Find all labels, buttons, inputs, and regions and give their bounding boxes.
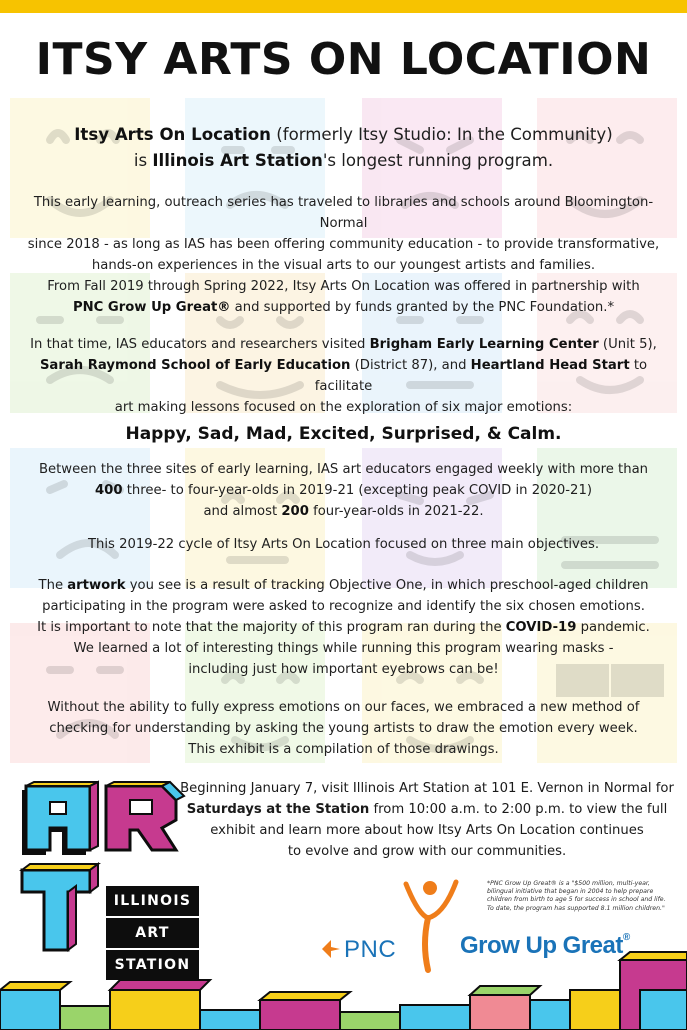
decorative-blocks-footer (0, 950, 687, 1030)
page-title: ITSY ARTS ON LOCATION (35, 34, 652, 85)
visit-info-paragraph: Beginning January 7, visit Illinois Art Station at 101 E. Vernon in Normal for Saturdays at the Station from 10:00 a.m. to 2:00 p.m. to view the full exhibit and learn more about how Itsy Arts On Location continues to evolve and grow with our communities. (180, 781, 674, 859)
logo-letter-a (22, 782, 98, 855)
logo-box-illinois: ILLINOIS (106, 886, 199, 916)
sites-paragraph: In that time, IAS educators and researchers visited Brigham Early Learning Center (Unit 5), Sarah Raymond School of Early Education (District 87), and Heartland Head Start to facilitate art making lessons focused on the exploration of six major emotions: (30, 337, 657, 415)
logo-letter-t (22, 864, 98, 950)
objectives-paragraph: This 2019-22 cycle of Itsy Arts On Location focused on three main objectives. (87, 537, 600, 552)
intro-paragraph: Itsy Arts On Location (formerly Itsy Studio: In the Community) is Illinois Art Station's longest running program. (74, 125, 613, 170)
artwork-paragraph: The artwork you see is a result of tracking Objective One, in which preschool-aged children participating in the program were asked to recognize and identify the six chosen emotions. It is important to note that the majority of this program ran during the COVID-19 pandemic. We learned a lot of interesting things while running this program wearing masks - including just how important eyebrows can be! (37, 578, 650, 677)
partnership-paragraph: From Fall 2019 through Spring 2022, Itsy Arts On Location was offered in partnership with PNC Grow Up Great® and supported by funds granted by the PNC Foundation.* (47, 279, 640, 315)
engagement-paragraph: Between the three sites of early learning, IAS art educators engaged weekly with more than 400 three- to four-year-olds in 2019-21 (excepting peak COVID in 2020-21) and almost 200 four-year-olds in 2021-22. (38, 462, 649, 519)
grow-up-great-tagline: Grow Up Great® (460, 932, 630, 959)
logo-box-station: STATION (106, 950, 199, 980)
history-paragraph: This early learning, outreach series has traveled to libraries and schools around Bloomington-Normal since 2018 - as long as IAS has been offering community education - to provide transformative, hands-on experiences in the visual arts to our youngest artists and families. (27, 195, 660, 273)
logo-letter-r (106, 782, 184, 850)
method-paragraph: Without the ability to fully express emotions on our faces, we embraced a new method of checking for understanding by asking the young artists to draw the emotion every week. This exhibit is a compilation of those drawings. (47, 700, 640, 757)
emotions-heading: Happy, Sad, Mad, Excited, Surprised, & Calm. (125, 424, 562, 444)
logo-box-art: ART (106, 918, 199, 948)
pnc-brand: PNC (344, 936, 397, 963)
organization-name: Illinois Art Station (152, 151, 323, 170)
pnc-footnote: *PNC Grow Up Great® is a "$500 million, multi-year, bilingual initiative that began in 2004 to help prepare children from birth to age 5 for success in school and life. To date, the program has supported 8.1 million children." (487, 880, 666, 912)
program-name: Itsy Arts On Location (74, 125, 271, 144)
